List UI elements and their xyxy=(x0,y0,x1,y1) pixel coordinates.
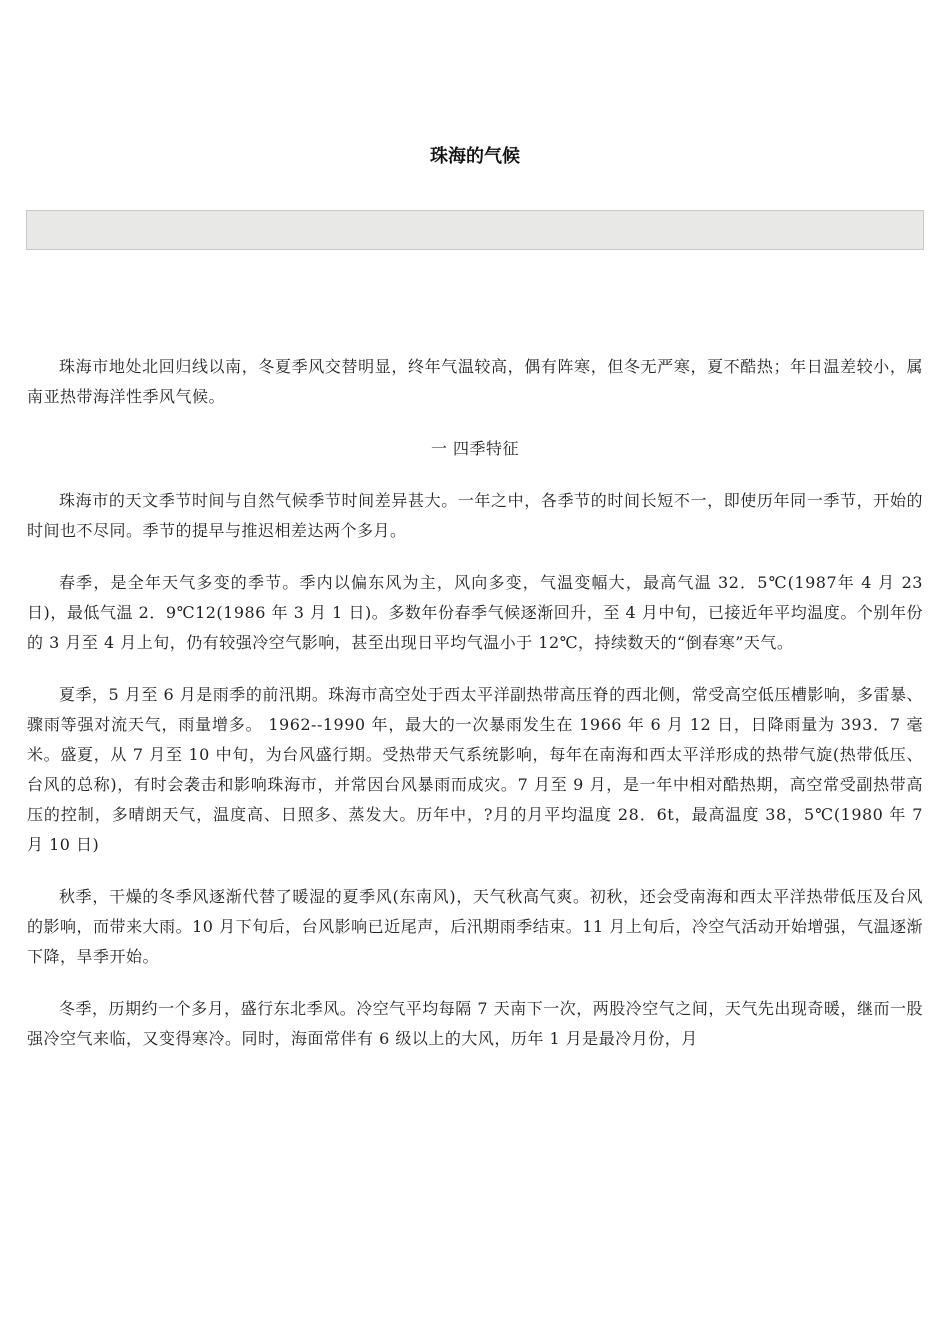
intro-paragraph: 珠海市地处北回归线以南，冬夏季风交替明显，终年气温较高，偶有阵寒，但冬无严寒，夏不酷热；年日温差较小，属南亚热带海洋性季风气候。 xyxy=(27,357,923,406)
page-title: 珠海的气候 xyxy=(430,146,520,167)
autumn-paragraph: 秋季，干燥的冬季风逐渐代替了暖湿的夏季风(东南风)，天气秋高气爽。初秋，还会受南海和西太平洋热带低压及台风的影响，而带来大雨。10 月下旬后，台风影响已近尾声，后汛期雨季结束。11 月上旬后，冷空气活动开始增强，气温逐渐下降，旱季开始。 xyxy=(27,887,923,966)
section-heading: 一 四季特征 xyxy=(430,439,520,458)
seasons-overview-paragraph: 珠海市的天文季节时间与自然气候季节时间差异甚大。一年之中，各季节的时间长短不一，即使历年同一季节，开始的时间也不尽同。季节的提早与推迟相差达两个多月。 xyxy=(27,491,923,540)
winter-paragraph: 冬季，历期约一个多月，盛行东北季风。冷空气平均每隔 7 天南下一次，两股冷空气之间，天气先出现奇暖，继而一股强冷空气来临，又变得寒冷。同时，海面常伴有 6 级以上的大风，历年 1 月是最冷月份，月 xyxy=(27,999,923,1048)
spring-paragraph: 春季，是全年天气多变的季节。季内以偏东风为主，风向多变，气温变幅大，最高气温 32．5℃(1987年 4 月 23 日)，最低气温 2．9℃12(1986 年 3 月 1 日)。多数年份春季气候逐渐回升，至 4 月中旬，已接近年平均温度。个别年份的 3 月至 4 月上旬，仍有较强冷空气影响，甚至出现日平均气温小于 12℃，持续数天的“倒春寒”天气。 xyxy=(27,573,923,652)
summer-paragraph: 夏季，5 月至 6 月是雨季的前汛期。珠海市高空处于西太平洋副热带高压脊的西北侧，常受高空低压槽影响，多雷暴、骤雨等强对流天气，雨量增多。 1962--1990 年，最大的一次暴雨发生在 1966 年 6 月 12 日，日降雨量为 393．7 毫米。盛夏，从 7 月至 10 中旬，为台风盛行期。受热带天气系统影响，每年在南海和西太平洋形成的热带气旋(热带低压、台风的总称)，有时会袭击和影响珠海市，并常因台风暴雨而成灾。7 月至 9 月，是一年中相对酷热期，高空常受副热带高压的控制，多晴朗天气，温度高、日照多、蒸发大。历年中，?月的月平均温度 28．6t，最高温度 38，5℃(1980 年 7 月 10 日) xyxy=(27,685,923,854)
title-banner-bar xyxy=(26,210,924,250)
document-body xyxy=(27,352,923,1076)
